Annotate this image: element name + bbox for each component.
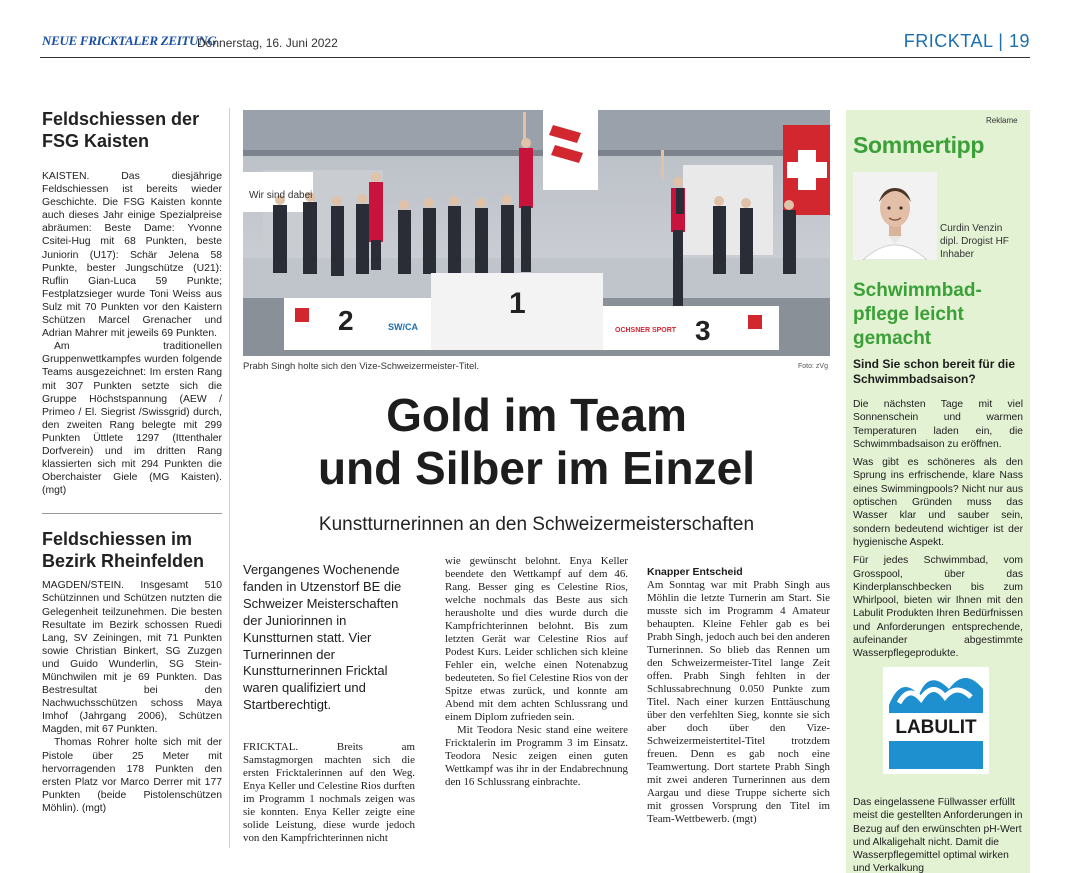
article-col2-paragraph-1: wie gewünscht belohnt. Enya Keller beendete den Wettkampf auf dem 46. Rang. Besser ging es Celestine Rios, welche nochmals das Beste aus sich herausholte und dies wurde durch die Kampfrichterinnen belohnt. Bis zum letzten Gerät war Celestine Rios auf Podest Kurs. Leider schlichen sich kleine Fehler ein, welche einen Notenabzug bedeuteten. So fiel Celestine Rios von der Spitze etwas zurück, und konnte am Abend mit dem achten Schlussrang und einem Diplom zufrieden sein.	[445, 555, 628, 723]
masthead-divider	[40, 57, 1030, 58]
headline-line-1: Gold im Team	[386, 389, 687, 441]
podium-first-place-number: 1	[509, 287, 526, 320]
ad-title: Sommertipp	[853, 132, 985, 158]
ad-portrait-photo	[853, 172, 937, 260]
brief-2-title: Feldschiessen im Bezirk Rheinfelden	[42, 529, 205, 572]
article-col3-paragraph: Am Sonntag war mit Prabh Singh aus Möhlin die letzte Turnerin am Start. Sie musste sich im Programm 4 Amateur behaupten. Kleine Fehler gab es bei Prabh Singh, jedoch auch bei den anderen Turnerinnen. So blieb das Rennen um den Schweizermeister-Titel lange Zeit offen. Prabh Singh fehlten in der Schlussabrechnung 0.050 Punkte zum Titel. Nach einer kurzen Enttäuschung über den verfehlten Sieg, konnte sie sich aber doch über den Vize-Schweizermeistertitel-Titel trotzdem freuen. Denn es gab noch eine Teamwertung. Dort startete Prabh Singh mit zwei anderen Turnerinnen aus dem Aargau und diese Truppe sicherte sich mit grossen Vorsprung den Titel im Team-Wettbewerb. (mgt)	[647, 579, 830, 825]
ad-person-name: Curdin Venzin	[940, 223, 1003, 234]
ad-body	[853, 398, 1023, 661]
ad-person-role: dipl. Drogist HF	[940, 236, 1009, 247]
labulit-logo-text: LABULIT	[895, 717, 977, 738]
ad-heading: Schwimmbad-pflege leicht gemacht	[853, 280, 982, 349]
brief-2-paragraph-1: MAGDEN/STEIN. Insgesamt 510 Schützinnen und Schützen nutzten die Gelegenheit teilzunehmen. Die besten Resultate im Bezirk schossen Ruedi Lang, SV Zeiningen, mit 71 Punkten sowie Christian Binkert, SG Zuzgen und Guido Wunderlin, SG Stein-Münchwilen mit je 69 Punkten. Das Bestresultat bei den Nachwuchsschützen schoss Maya Imhof (Jahrgang 2006), Schützen Magden, mit 67 Punkten.	[42, 580, 222, 736]
podium-photo	[243, 110, 830, 356]
brief-1-title: Feldschiessen der FSG Kaisten	[42, 109, 200, 151]
issue-date: Donnerstag, 16. Juni 2022	[197, 36, 338, 50]
sponsor-ochsner-label: OCHSNER SPORT	[615, 327, 677, 334]
ad-paragraph-2: Was gibt es schöneres als den Sprung ins erfrischende, klare Nass eines Swimmingpools? Nicht nur aus optischen Gründen muss das Wasser klar und sauber sein, sondern bedeutend wichtiger ist der hygienische Aspekt.	[853, 457, 1023, 548]
ad-person-info	[940, 222, 1009, 261]
ad-reklame-label: Reklame	[986, 116, 1018, 125]
article-col1-paragraph: FRICKTAL. Breits am Samstagmorgen machten sich die ersten Fricktalerinnen auf den Weg. Enya Keller und Celestine Rios durften im Programm 1 nochmals zeigen was sie konnten. Enya Keller zeigte eine solide Leistung, diese wurde jedoch von den Kampfrichterinnen nicht	[243, 741, 415, 844]
brief-2-paragraph-2: Thomas Rohrer holte sich mit der Pistole über 25 Meter mit hervorragenden 178 Punkten den ersten Platz vor Marco Derrer mit 177 Punkten (beide Pistolenschützen Möhlin). (mgt)	[42, 737, 222, 814]
photo-credit: Foto: zVg	[798, 363, 828, 370]
article-col2-paragraph-2: Mit Teodora Nesic stand eine weitere Fricktalerin im Programm 3 im Einsatz. Teodora Nesic zeigen einen guten Wettkampf was ihr in der Endabrechnung den 16 Schlussrang einbrachte.	[445, 724, 628, 788]
podium-third-place-number: 3	[695, 315, 711, 346]
brief-1-paragraph-2: Am traditionellen Gruppenwettkampfes wurden folgende Teams ausgezeichnet: Im ersten Rang mit 307 Punkten setzte sich die Gruppe Höchstspannung (AEW / Primeo / El. Siegrist /Swissgrid) durch, den zweiten Rang belegte mit 299 Punkten Üttlete 1297 (Ittenthaler Dorfverein) und im dritten Rang klassierten sich mit 294 Punkten die Oberchaister Giele (MG Kaisten). (mgt)	[42, 341, 222, 497]
article-headline	[243, 389, 830, 495]
ad-paragraph-3: Für jedes Schwimmbad, vom Grosspool, über das Kinderplanschbecken bis zum Whirlpool, bieten wir Ihnen mit den Labulit Produkten Ihren Bedürfnissen und Anforderungen entsprechende, aufeinander abgestimmte Wasserpflegeprodukte.	[853, 555, 1023, 660]
wave-logo-icon	[883, 667, 989, 774]
headline-line-2: und Silber im Einzel	[317, 442, 756, 494]
section-page-label: FRICKTAL | 19	[903, 31, 1030, 51]
sponsor-sw-label: SW/CA	[388, 322, 418, 332]
gymnasts-podium-illustration	[243, 110, 830, 356]
article-col3-subheading: Knapper Entscheid	[647, 566, 743, 578]
newspaper-logo: NEUE FRICKTALER ZEITUNG	[42, 33, 217, 48]
banner-text: Wir sind dabei	[249, 190, 313, 201]
ad-paragraph-1: Die nächsten Tage mit viel Sonnenschein und warmen Temperaturen laden ein, die Schwimmbadsaison zu eröffnen.	[853, 399, 1023, 450]
podium-second-place-number: 2	[338, 305, 354, 336]
brief-1-paragraph-1: KAISTEN. Das diesjährige Feldschiessen ist bereits wieder Geschichte. Die FSG Kaisten konnte auch dieses Jahr einige Spezialpreise abräumen: Beste Dame: Yvonne Csitei-Hug mit 68 Punkten, beste Juniorin (U17): Schär Jelena 58 Punkte, bester Jungschütze (U21): Ruflin Gian-Luca 59 Punkte; Festplatzsieger wurde Toni Weiss aus Sulz mit 70 Punkten vor den Kaistern Schützen Marcel Grenacher und Adrian Mahrer mit jeweils 69 Punkten.	[42, 171, 222, 340]
article-column-3	[647, 566, 830, 826]
article-column-2	[445, 555, 628, 789]
column-divider	[229, 108, 230, 848]
person-portrait-icon	[853, 172, 937, 260]
article-column-1	[243, 741, 415, 845]
ad-paragraph-4: Das eingelassene Füllwasser erfüllt meist die gestellten Anforderungen in Bezug auf den erwünschten pH-Wert und Alkaligehalt nicht. Damit die Wasserpflegemittel optimal wirken und Verkalkung	[853, 797, 1023, 873]
labulit-logo	[883, 667, 989, 774]
article-subheadline: Kunstturnerinnen an den Schweizermeisterschaften	[318, 514, 755, 535]
left-briefs-column	[42, 108, 222, 815]
article-lead: Vergangenes Wochenende fanden in Utzenstorf BE die Schweizer Meisterschaften der Juniorinnen in Kunstturnen statt. Vier Turnerinnen der Kunstturnerinnen Fricktal waren qualifiziert und Startberechtigt.	[243, 562, 402, 713]
ad-question: Sind Sie schon bereit für die Schwimmbadsaison?	[853, 357, 1016, 386]
photo-caption: Prabh Singh holte sich den Vize-Schweizermeister-Titel.	[243, 361, 480, 372]
ad-person-title: Inhaber	[940, 249, 974, 260]
